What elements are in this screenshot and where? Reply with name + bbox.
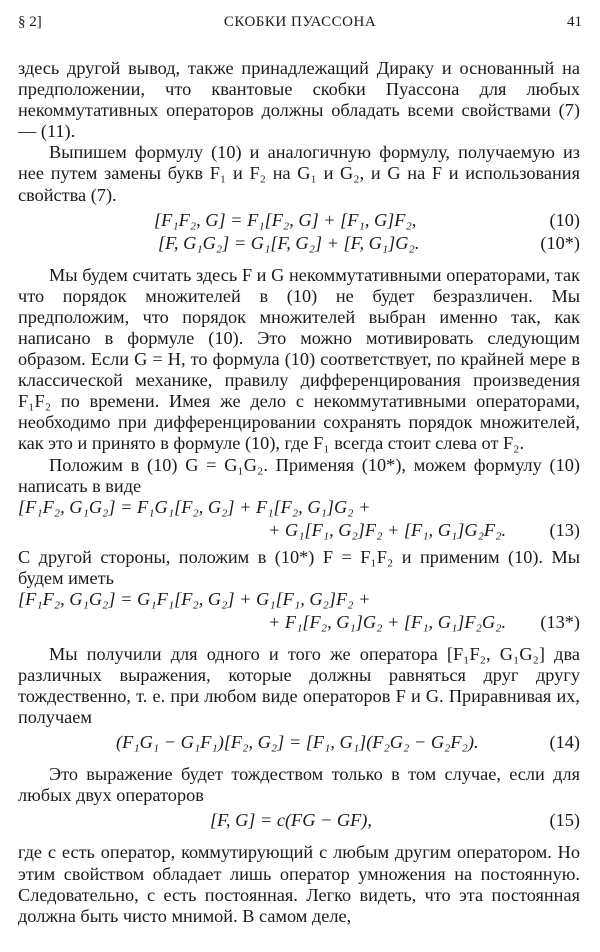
equation-13-formula-line-2: + G₁[F₁, G₂]F₂ + [F₁, G₁]G₂F₂.: [268, 519, 507, 540]
equation-13-star-formula-line-2: + F₁[F₂, G₁]G₂ + [F₁, G₁]F₂G₂.: [268, 611, 507, 632]
equation-13-line-1: [18, 497, 580, 520]
equation-10: [18, 210, 580, 233]
paragraph-7: Это выражение будет тождеством только в том случае, если для любых двух операторов: [18, 764, 580, 806]
paragraph-1: здесь другой вывод, также принадлежащий Дираку и основанный на предположении, что квантовые скобки Пуассона для любых некоммутативных операторов должны обладать всеми свойствами (7) — (11).: [18, 58, 580, 142]
paragraph-6: Мы получили для одного и того же оператора [F₁F₂, G₁G₂] два различных выражения, которые должны равняться друг другу тождественно, т. е. при любом виде операторов F и G. Приравнивая их, получаем: [18, 643, 580, 728]
equation-13-star-formula-line-1: [F₁F₂, G₁G₂] = G₁F₁[F₂, G₂] + G₁[F₁, G₂]F₂ +: [18, 588, 371, 609]
equation-10-number: (10): [549, 209, 580, 230]
section-marker: § 2]: [18, 14, 42, 30]
paragraph-2: Выпишем формулу (10) и аналогичную формулу, получаемую из нее путем замены букв F₁ и F₂ на G₁ и G₂, и G на F и использования свойства (7).: [18, 142, 580, 205]
equation-10-star: [18, 233, 580, 256]
running-title: СКОБКИ ПУАССОНА: [223, 14, 377, 30]
equation-15: [18, 810, 580, 833]
equation-15-formula: [F, G] = c(FG − GF),: [210, 810, 372, 831]
equation-10-star-formula: [F, G₁G₂] = G₁[F, G₂] + [F, G₁]G₂.: [158, 232, 420, 253]
paragraph-5: С другой стороны, положим в (10*) F = F₁F₂ и применим (10). Мы будем иметь: [18, 546, 580, 588]
paragraph-8: где c есть оператор, коммутирующий с любым другим оператором. Но этим свойством обладает лишь оператор умножения на постоянную. Следовательно, c есть постоянная. Легко видеть, что эта постоянная должна быть чисто мнимой. В самом деле,: [18, 842, 580, 926]
equation-10-star-number: (10*): [540, 232, 580, 253]
equation-14-number: (14): [549, 732, 580, 753]
equation-15-number: (15): [549, 810, 580, 831]
equation-13-star-line-1: [18, 589, 580, 612]
running-header: [18, 14, 582, 36]
equation-13-star-line-2: [18, 612, 580, 635]
equation-13-formula-line-1: [F₁F₂, G₁G₂] = F₁G₁[F₂, G₂] + F₁[F₂, G₁]G₂ +: [18, 496, 371, 517]
page-body: [18, 58, 580, 927]
equation-13-star-number: (13*): [540, 611, 580, 632]
equation-14-formula: (F₁G₁ − G₁F₁)[F₂, G₂] = [F₁, G₁](F₂G₂ − G₂F₂).: [116, 732, 479, 753]
equation-10-formula: [F₁F₂, G] = F₁[F₂, G] + [F₁, G]F₂,: [154, 209, 417, 230]
page-number: 41: [567, 14, 582, 30]
paragraph-3: Мы будем считать здесь F и G некоммутативными операторами, так что порядок множителей в (10) не будет безразличен. Мы предположим, что порядок множителей выбран именно так, как написано в формуле (10). Это можно мотивировать следующим образом. Если G = H, то формула (10) соответствует, по крайней мере в классической механике, правилу дифференцирования произведения F₁F₂ по времени. Имея же дело с некоммутативными операторами, необходимо при дифференцировании сохранять порядок множителей, как это и принято в формуле (10), где F₁ всегда стоит слева от F₂.: [18, 264, 580, 454]
paragraph-4: Положим в (10) G = G₁G₂. Применяя (10*), можем формулу (10) написать в виде: [18, 454, 580, 496]
equation-14: [18, 732, 580, 755]
equation-13-number: (13): [549, 519, 580, 540]
equation-13-line-2: [18, 520, 580, 543]
